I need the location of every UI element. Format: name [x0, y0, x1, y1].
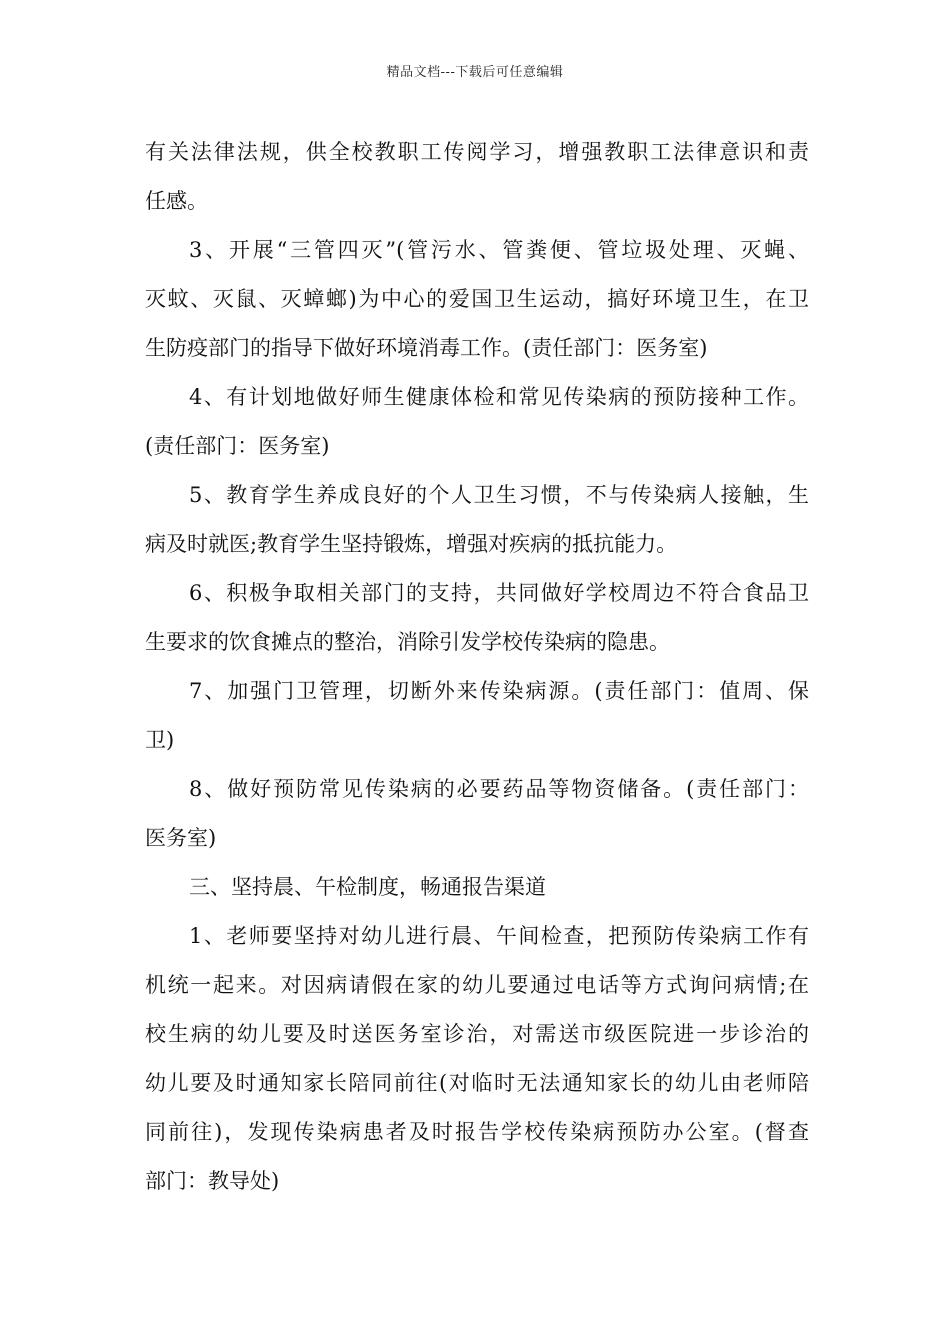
text-line: 病及时就医;教育学生坚持锻炼，增强对疾病的抵抗能力。 — [145, 532, 678, 556]
paragraph-7-line: 7、加强门卫管理，切断外来传染病源。(责任部门：值周、保 — [189, 679, 809, 703]
paragraph-3-line: 3、开展“三管四灭”(管污水、管粪便、管垃圾处理、灭蝇、 — [189, 238, 809, 262]
paragraph-4-line: 4、有计划地做好师生健康体检和常见传染病的预防接种工作。 — [189, 385, 809, 409]
text-line: 有关法律法规，供全校教职工传阅学习，增强教职工法律意识和责 — [145, 140, 809, 164]
text-line: 卫) — [145, 728, 175, 752]
page-header: 精品文档---下载后可任意编辑 — [386, 65, 564, 80]
text-line: 任感。 — [145, 189, 208, 213]
text-line: (责任部门：医务室) — [145, 434, 330, 458]
text-line: 同前往)，发现传染病患者及时报告学校传染病预防办公室。(督查 — [145, 1120, 809, 1144]
text-line: 校生病的幼儿要及时送医务室诊治，对需送市级医院进一步诊治的 — [145, 1022, 809, 1046]
section-heading: 三、坚持晨、午检制度，畅通报告渠道 — [189, 875, 546, 899]
paragraph-6-line: 6、积极争取相关部门的支持，共同做好学校周边不符合食品卫 — [189, 581, 809, 605]
text-line: 生要求的饮食摊点的整治，消除引发学校传染病的隐患。 — [145, 630, 670, 654]
text-line: 部门：教导处) — [145, 1169, 280, 1193]
document-body — [145, 128, 809, 1206]
paragraph-1-line: 1、老师要坚持对幼儿进行晨、午间检查，把预防传染病工作有 — [189, 924, 809, 948]
paragraph-8-line: 8、做好预防常见传染病的必要药品等物资储备。(责任部门： — [189, 777, 809, 801]
text-line: 医务室) — [145, 826, 217, 850]
text-line: 生防疫部门的指导下做好环境消毒工作。(责任部门：医务室) — [145, 336, 708, 360]
paragraph-5-line: 5、教育学生养成良好的个人卫生习惯，不与传染病人接触，生 — [189, 483, 809, 507]
text-line: 灭蚊、灭鼠、灭蟑螂)为中心的爱国卫生运动，搞好环境卫生，在卫 — [145, 287, 809, 311]
text-line: 机统一起来。对因病请假在家的幼儿要通过电话等方式询问病情;在 — [145, 973, 809, 997]
text-line: 幼儿要及时通知家长陪同前往(对临时无法通知家长的幼儿由老师陪 — [145, 1071, 809, 1095]
